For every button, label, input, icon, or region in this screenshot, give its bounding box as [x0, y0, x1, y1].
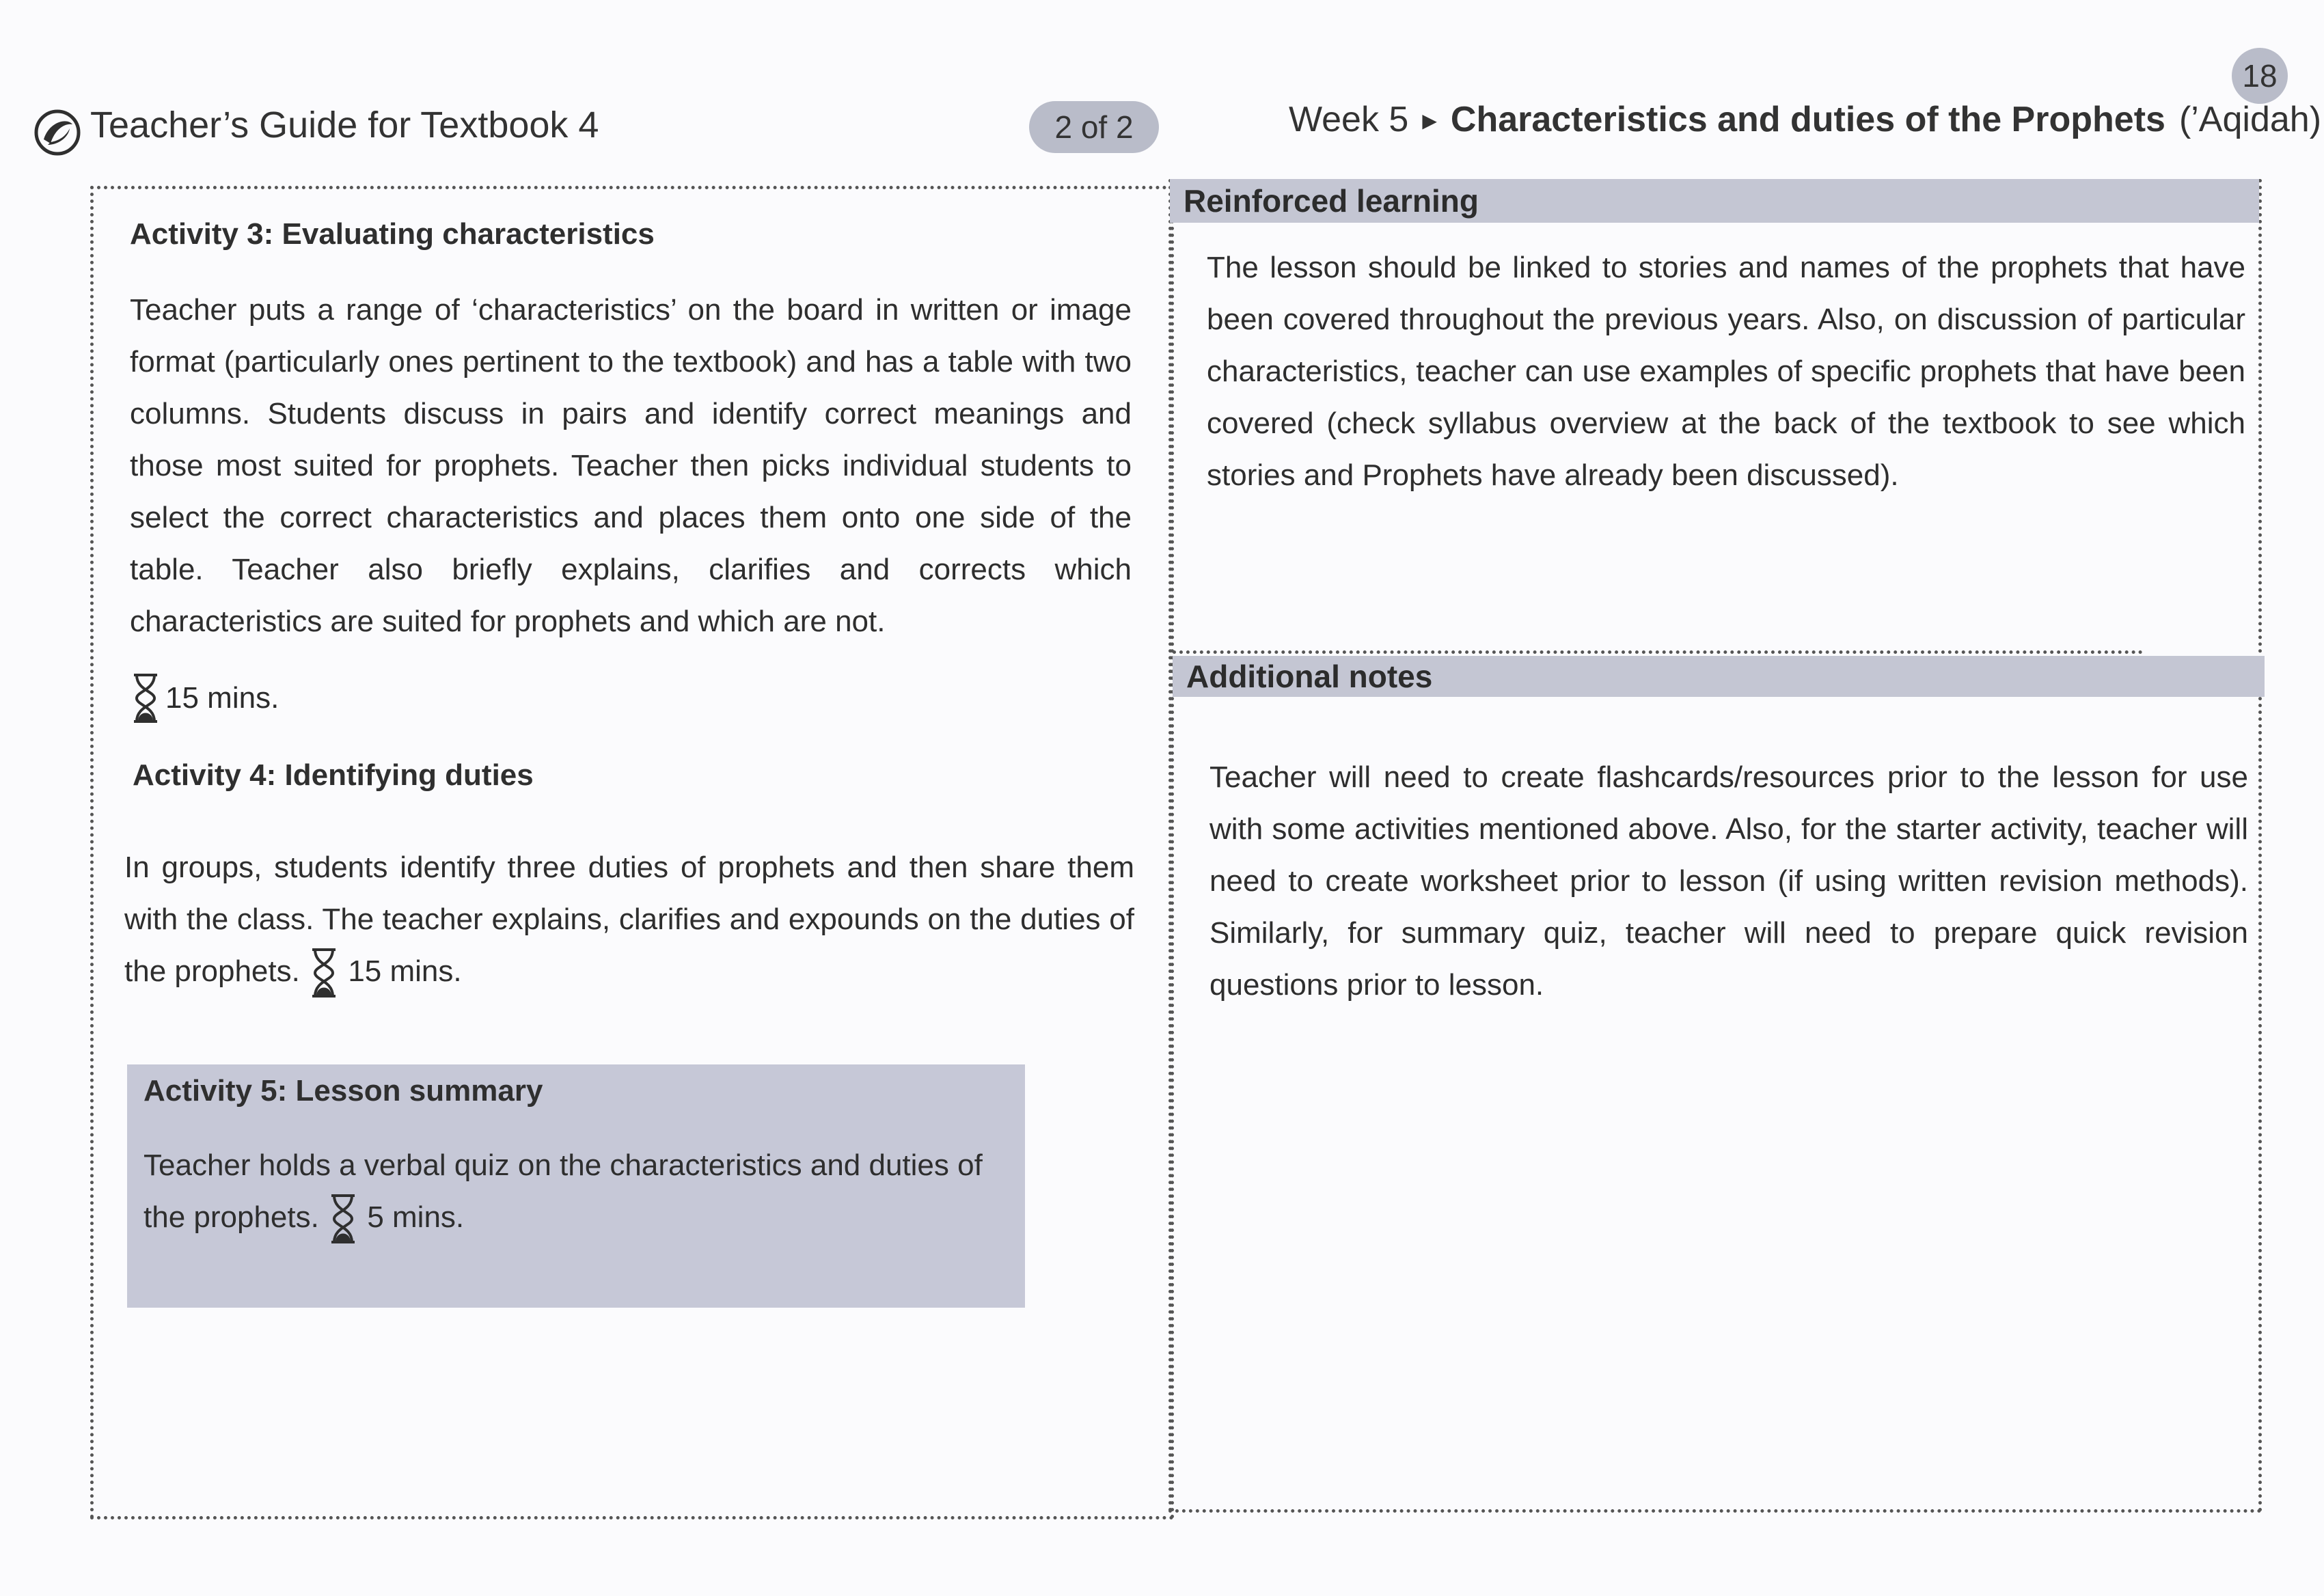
hourglass-icon [327, 1193, 359, 1245]
activity-3-heading: Activity 3: Evaluating characteristics [130, 217, 655, 251]
hourglass-icon [130, 672, 161, 724]
guide-title: Teacher’s Guide for Textbook 4 [90, 105, 599, 146]
triangle-right-icon: ▶ [1422, 110, 1437, 131]
additional-notes-heading: Additional notes [1173, 656, 2265, 697]
section-divider [1173, 650, 2143, 654]
reinforced-learning-heading: Reinforced learning [1170, 179, 2259, 223]
activity-3-body: Teacher puts a range of ‘characteristics’ on the board in written or image format (particularly ones pertinent to the textbook) and has a table with two columns. Students discuss in pairs and identify correct meanings and those most suited for prophets. Teacher then picks individual students to select the correct characteristics and places them onto one side of the table. Teacher also briefly explains, clarifies and corrects which characteristics are suited for prophets and which are not. [130, 293, 1132, 638]
activity-5-time: 5 mins. [367, 1200, 465, 1234]
lesson-title: Characteristics and duties of the Prophets [1450, 100, 2165, 139]
week-heading [1289, 99, 2321, 140]
reinforced-learning-body: The lesson should be linked to stories and names of the prophets that have been covered throughout the previous years. Also, on discussion of particular characteristics, teacher can use examples of specific prophets that have been covered (check syllabus overview at the back of the textbook to see which stories and Prophets have already been discussed). [1207, 251, 2245, 492]
activity-4-body [124, 842, 1134, 999]
subject-label: (’Aqidah) [2178, 100, 2322, 139]
activity-4-time: 15 mins. [348, 954, 462, 988]
pager-badge: 2 of 2 [1029, 101, 1159, 153]
publisher-logo-icon [34, 109, 81, 156]
activity-5-text: Teacher holds a verbal quiz on the characteristics and duties of the prophets. [143, 1148, 983, 1234]
page-number: 18 [2232, 48, 2288, 104]
activity-3-timer [130, 672, 279, 724]
hourglass-icon [308, 947, 340, 999]
activity-5-body [143, 1140, 1004, 1245]
activity-3-time: 15 mins. [165, 681, 279, 715]
additional-notes-body: Teacher will need to create flashcards/resources prior to the lesson for use with some activities mentioned above. Also, for the starter activity, teacher will need to create worksheet prior to lesson (if using written revision methods). Similarly, for summary quiz, teacher will need to prepare quick revision questions prior to lesson. [1209, 760, 2248, 1002]
activity-4-heading: Activity 4: Identifying duties [133, 758, 534, 792]
activity-5-heading: Activity 5: Lesson summary [143, 1074, 543, 1107]
week-label: Week 5 [1289, 100, 1409, 139]
activity-4-text: In groups, students identify three duties of prophets and then share them with the class. The teacher explains, clarifies and expounds on the duties of the prophets. [124, 851, 1134, 988]
